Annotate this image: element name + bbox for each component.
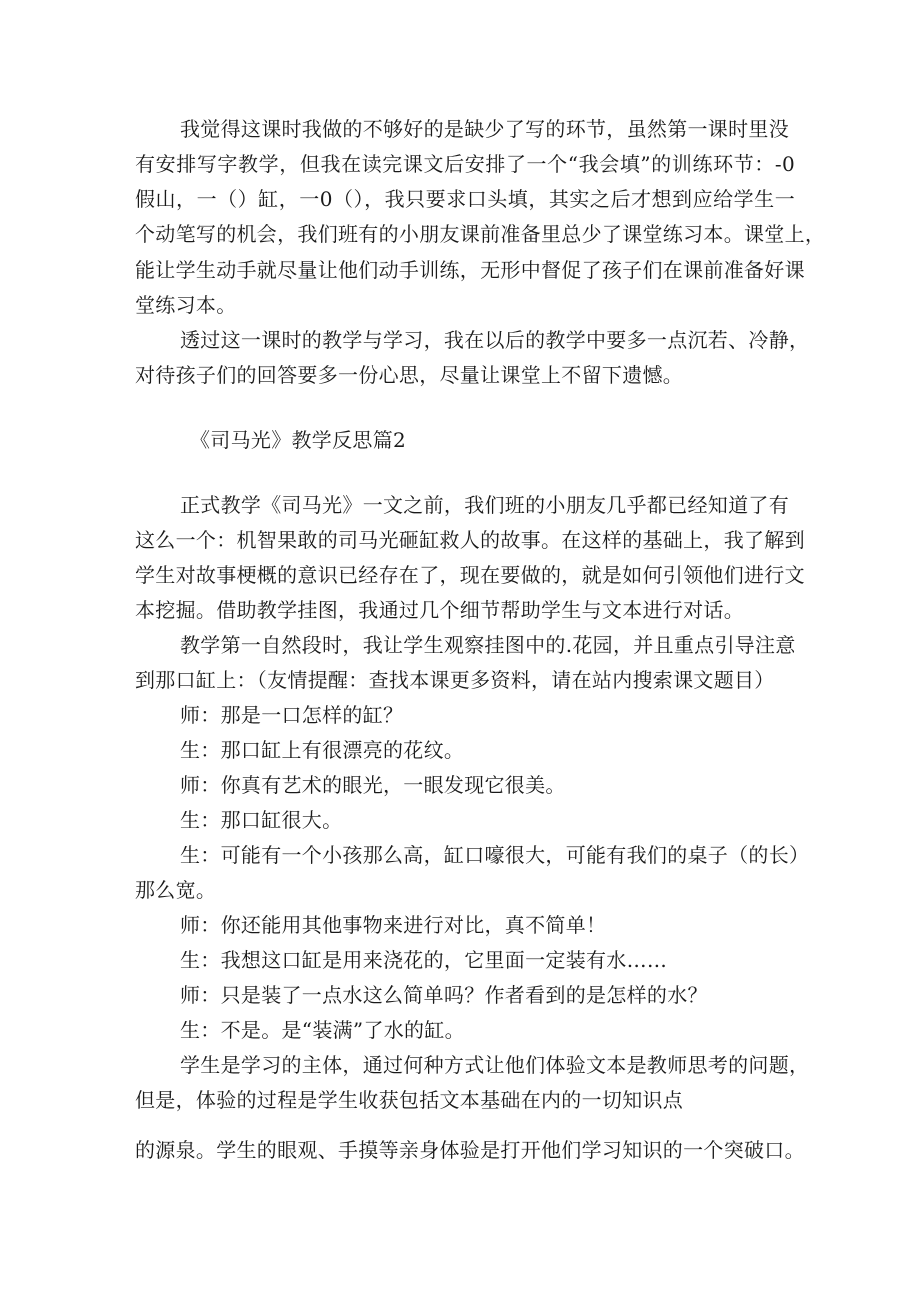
paragraph-line: 假山，一（）缸，一0（），我只要求口头填，其实之后才想到应给学生一	[135, 187, 795, 211]
paragraph-line: 个动笔写的机会，我们班有的小朋友课前准备里总少了课堂练习本。课堂上，	[135, 222, 826, 246]
paragraph-line: 堂练习本。	[135, 293, 237, 317]
paragraph-line: 有安排写字教学，但我在读完课文后安排了一个“我会填”的训练环节：-0	[135, 152, 795, 176]
paragraph-line: 透过这一课时的教学与学习，我在以后的教学中要多一点沉若、冷静，	[180, 328, 810, 352]
paragraph-line: 正式教学《司马光》一文之前，我们班的小朋友几乎都已经知道了有	[180, 493, 789, 517]
paragraph-line: 对待孩子们的回答要多一份心思，尽量让课堂上不留下遗憾。	[135, 363, 684, 387]
dialogue-line: 生：不是。是“装满”了水的缸。	[180, 1018, 465, 1042]
dialogue-line: 生：我想这口缸是用来浇花的，它里面一定装有水……	[180, 948, 668, 972]
paragraph-line: 学生是学习的主体，通过何种方式让他们体验文本是教师思考的问题，	[180, 1053, 810, 1077]
paragraph-line: 本挖掘。借助教学挂图，我通过几个细节帮助学生与文本进行对话。	[135, 598, 744, 622]
dialogue-line: 生：可能有一个小孩那么高，缸口嚎很大，可能有我们的桌子（的长）	[180, 843, 810, 867]
section-heading: 《司马光》教学反思篇2	[190, 428, 407, 452]
paragraph-line: 的源泉。学生的眼观、手摸等亲身体验是打开他们学习知识的一个突破口。	[135, 1138, 805, 1162]
dialogue-line: 师：你真有艺术的眼光，一眼发现它很美。	[180, 773, 566, 797]
paragraph-line: 我觉得这课时我做的不够好的是缺少了写的环节，虽然第一课时里没	[180, 117, 789, 141]
dialogue-line: 师：那是一口怎样的缸？	[180, 703, 404, 727]
paragraph-line: 这么一个：机智果敢的司马光砸缸救人的故事。在这样的基础上，我了解到	[135, 528, 805, 552]
dialogue-line: 生：那口缸上有很漂亮的花纹。	[180, 738, 465, 762]
dialogue-line: 那么宽。	[135, 878, 217, 902]
paragraph-line: 学生对故事梗概的意识已经存在了，现在要做的，就是如何引领他们进行文	[135, 563, 805, 587]
paragraph-line: 能让学生动手就尽量让他们动手训练，无形中督促了孩子们在课前准备好课	[135, 258, 805, 282]
dialogue-line: 生：那口缸很大。	[180, 808, 343, 832]
paragraph-line: 但是，体验的过程是学生收获包括文本基础在内的一切知识点	[135, 1088, 684, 1112]
dialogue-line: 师：只是装了一点水这么简单吗？作者看到的是怎样的水？	[180, 983, 708, 1007]
paragraph-line: 到那口缸上：（友情提醒：查找本课更多资料，请在站内搜索课文题目）	[135, 668, 775, 692]
dialogue-line: 师：你还能用其他事物来进行对比，真不简单！	[180, 913, 607, 937]
paragraph-line: 教学第一自然段时，我让学生观察挂图中的.花园，并且重点引导注意	[180, 633, 796, 657]
